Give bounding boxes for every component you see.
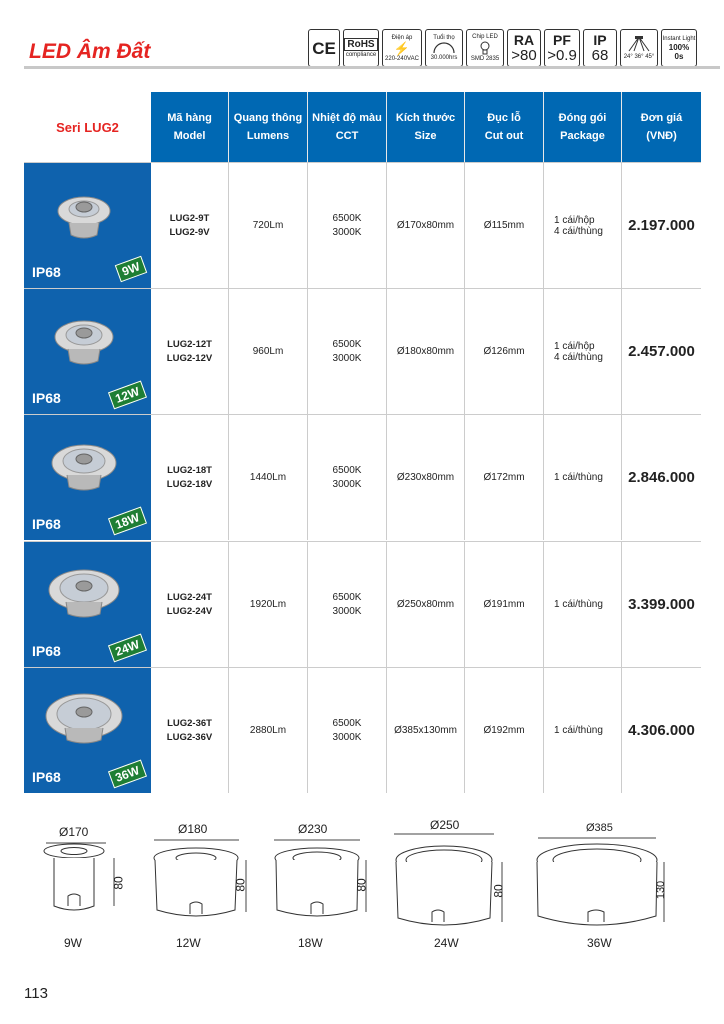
- cct-cell: [308, 415, 387, 540]
- ra-label: RA: [513, 31, 535, 48]
- wattage-badge: 9W: [115, 256, 147, 282]
- header-text: Model: [173, 130, 206, 142]
- rohs-text: RoHS: [344, 38, 377, 51]
- header-cct: [308, 92, 387, 162]
- cct-value: 6500K: [332, 212, 362, 224]
- table-row: [24, 288, 701, 414]
- beam-angle-icon: [620, 29, 658, 67]
- header-text: Kích thước: [395, 112, 456, 124]
- product-image: [24, 542, 151, 667]
- rohs-icon: [343, 29, 379, 67]
- ip-value: 68: [591, 46, 609, 64]
- cct-value: 3000K: [332, 226, 362, 238]
- size-cell: Ø180x80mm: [387, 289, 465, 414]
- ce-mark-icon: [308, 29, 340, 67]
- dimension-watt: 18W: [298, 936, 323, 950]
- package-cell: [544, 163, 622, 288]
- lumens-cell: 720Lm: [229, 163, 308, 288]
- cct-value: 6500K: [332, 591, 362, 603]
- dimension-watt: 24W: [434, 936, 459, 950]
- price-cell: 2.197.000: [628, 216, 695, 234]
- cct-value: 6500K: [332, 338, 362, 350]
- package-text: 1 cái/hộp: [554, 214, 595, 226]
- certification-icons: [308, 29, 697, 67]
- cutout-cell: Ø172mm: [465, 415, 544, 540]
- model-code: LUG2-18T: [167, 464, 212, 476]
- header-text: Đơn giá: [640, 112, 683, 124]
- lumens-cell: 1920Lm: [229, 542, 308, 667]
- gauge-icon: [432, 42, 456, 54]
- size-cell: Ø170x80mm: [387, 163, 465, 288]
- voltage-bottom: 220-240VAC: [385, 55, 419, 62]
- header-model: [151, 92, 229, 162]
- dimension-drawing-9w: [44, 843, 114, 910]
- pf-label: PF: [553, 31, 571, 48]
- dimension-drawing-36w: [537, 838, 664, 925]
- dimension-watt: 9W: [64, 936, 82, 950]
- header-text: Đục lỗ: [487, 112, 521, 124]
- table-row: [24, 162, 701, 288]
- dimension-drawings: [24, 818, 704, 968]
- page-number: 113: [24, 985, 48, 1002]
- cct-cell: [308, 163, 387, 288]
- model-code: LUG2-24T: [167, 591, 212, 603]
- model-cell: [151, 289, 229, 414]
- package-text: 1 cái/hộp: [554, 340, 595, 352]
- table-row: [24, 414, 701, 540]
- header-text: Package: [560, 130, 605, 142]
- ce-text: CE: [312, 38, 336, 58]
- dimension-height: 80: [111, 876, 126, 890]
- instant-top: Instant Light: [662, 36, 696, 42]
- lifetime-icon: [425, 29, 463, 67]
- dimension-diameter: Ø385: [586, 822, 613, 834]
- instant-value: 100%: [668, 43, 690, 52]
- rohs-sub: compliance: [345, 51, 377, 58]
- beam-bottom: 24° 36° 45°: [623, 54, 655, 60]
- dimension-diameter: Ø170: [59, 825, 89, 839]
- package-cell: [544, 668, 622, 793]
- ra-value: >80: [511, 46, 537, 64]
- ip-rating-label: IP68: [32, 264, 61, 280]
- model-code: LUG2-36T: [167, 717, 212, 729]
- header-text: Quang thông: [233, 112, 303, 124]
- model-code: LUG2-24V: [166, 605, 213, 617]
- chip-top: Chip LED: [472, 34, 498, 40]
- cct-value: 3000K: [332, 478, 362, 490]
- dimension-height: 80: [354, 878, 369, 892]
- table-header: [24, 92, 701, 162]
- model-code: LUG2-18V: [166, 478, 213, 490]
- header-text: Cut out: [484, 130, 524, 142]
- product-image: [24, 163, 151, 288]
- dimension-watt: 36W: [587, 936, 612, 950]
- header-text: Đóng gói: [558, 112, 607, 124]
- dimension-drawing-12w: [154, 840, 246, 916]
- cutout-cell: Ø191mm: [465, 542, 544, 667]
- ip-rating-label: IP68: [32, 643, 61, 659]
- model-cell: [151, 668, 229, 793]
- size-cell: Ø385x130mm: [387, 668, 465, 793]
- pf-value: >0.9: [547, 46, 577, 64]
- cutout-cell: Ø115mm: [465, 163, 544, 288]
- ip-badge: [583, 29, 617, 67]
- pf-badge: [544, 29, 580, 67]
- ip-rating-label: IP68: [32, 516, 61, 532]
- dimension-drawing-24w: [394, 834, 502, 925]
- ra-badge: [507, 29, 541, 67]
- dimension-height: 80: [491, 884, 506, 898]
- beam-icon: [626, 35, 652, 53]
- header-size: [387, 92, 465, 162]
- cct-cell: [308, 668, 387, 793]
- chip-bottom: SMD 2835: [470, 56, 500, 62]
- dimension-diameter: Ø180: [178, 822, 208, 836]
- instant-light-icon: [661, 29, 697, 67]
- cct-cell: [308, 542, 387, 667]
- cct-cell: [308, 289, 387, 414]
- chip-led-icon: [466, 29, 504, 67]
- product-image: [24, 668, 151, 793]
- header-text: CCT: [335, 130, 359, 142]
- dimension-diameter: Ø250: [430, 818, 460, 832]
- model-code: LUG2-12V: [166, 352, 213, 364]
- model-code: LUG2-9V: [169, 226, 210, 238]
- model-cell: [151, 415, 229, 540]
- bulb-icon: [479, 41, 491, 55]
- lumens-cell: 2880Lm: [229, 668, 308, 793]
- price-cell: 3.399.000: [628, 595, 695, 613]
- header-text: (VNĐ): [646, 130, 677, 142]
- price-cell: 2.846.000: [628, 468, 695, 486]
- life-top: Tuổi thọ: [433, 35, 455, 41]
- dimension-height: 80: [233, 878, 248, 892]
- header-divider: [24, 66, 720, 69]
- cutout-cell: Ø192mm: [465, 668, 544, 793]
- instant-sub: 0s: [674, 52, 684, 61]
- package-text: 4 cái/thùng: [554, 351, 603, 363]
- price-cell: 4.306.000: [628, 721, 695, 739]
- wattage-badge: 12W: [108, 381, 147, 410]
- table-row: [24, 667, 701, 793]
- header-package: [544, 92, 622, 162]
- price-cell: 2.457.000: [628, 342, 695, 360]
- cct-value: 3000K: [332, 352, 362, 364]
- header-price: [622, 92, 701, 162]
- series-label: Seri LUG2: [24, 92, 151, 162]
- page-title: LED Âm Đất: [29, 40, 151, 63]
- cct-value: 6500K: [332, 464, 362, 476]
- header-text: Mã hàng: [167, 112, 212, 124]
- wattage-badge: 18W: [108, 507, 147, 536]
- product-image: [24, 415, 151, 540]
- dimension-drawing-18w: [274, 840, 366, 916]
- dimension-watt: 12W: [176, 936, 201, 950]
- ip-rating-label: IP68: [32, 390, 61, 406]
- package-cell: [544, 542, 622, 667]
- header-text: Size: [414, 130, 437, 142]
- cutout-cell: Ø126mm: [465, 289, 544, 414]
- package-cell: [544, 415, 622, 540]
- model-code: LUG2-12T: [167, 338, 212, 350]
- model-cell: [151, 163, 229, 288]
- header-text: Lumens: [246, 130, 290, 142]
- model-cell: [151, 542, 229, 667]
- table-row: [24, 541, 701, 667]
- header-cutout: [465, 92, 544, 162]
- package-text: 4 cái/thùng: [554, 225, 603, 237]
- ip-rating-label: IP68: [32, 769, 61, 785]
- wattage-badge: 24W: [108, 634, 147, 663]
- lightning-icon: ⚡: [393, 40, 411, 56]
- header-text: Nhiệt độ màu: [312, 112, 382, 124]
- lumens-cell: 1440Lm: [229, 415, 308, 540]
- package-text: 1 cái/thùng: [554, 725, 603, 736]
- ip-label: IP: [593, 31, 607, 48]
- life-bottom: 30.000hrs: [430, 55, 458, 61]
- package-text: 1 cái/thùng: [554, 472, 603, 483]
- dimension-height: 130: [655, 880, 668, 900]
- package-text: 1 cái/thùng: [554, 599, 603, 610]
- cct-value: 3000K: [332, 731, 362, 743]
- size-cell: Ø230x80mm: [387, 415, 465, 540]
- model-code: LUG2-9T: [169, 212, 210, 224]
- size-cell: Ø250x80mm: [387, 542, 465, 667]
- lumens-cell: 960Lm: [229, 289, 308, 414]
- voltage-icon: [382, 29, 422, 67]
- package-cell: [544, 289, 622, 414]
- model-code: LUG2-36V: [166, 731, 213, 743]
- voltage-top: Điện áp: [391, 34, 413, 41]
- product-image: [24, 289, 151, 414]
- dimension-diameter: Ø230: [298, 822, 328, 836]
- wattage-badge: 36W: [108, 760, 147, 789]
- header-lumens: [229, 92, 308, 162]
- cct-value: 6500K: [332, 717, 362, 729]
- cct-value: 3000K: [332, 605, 362, 617]
